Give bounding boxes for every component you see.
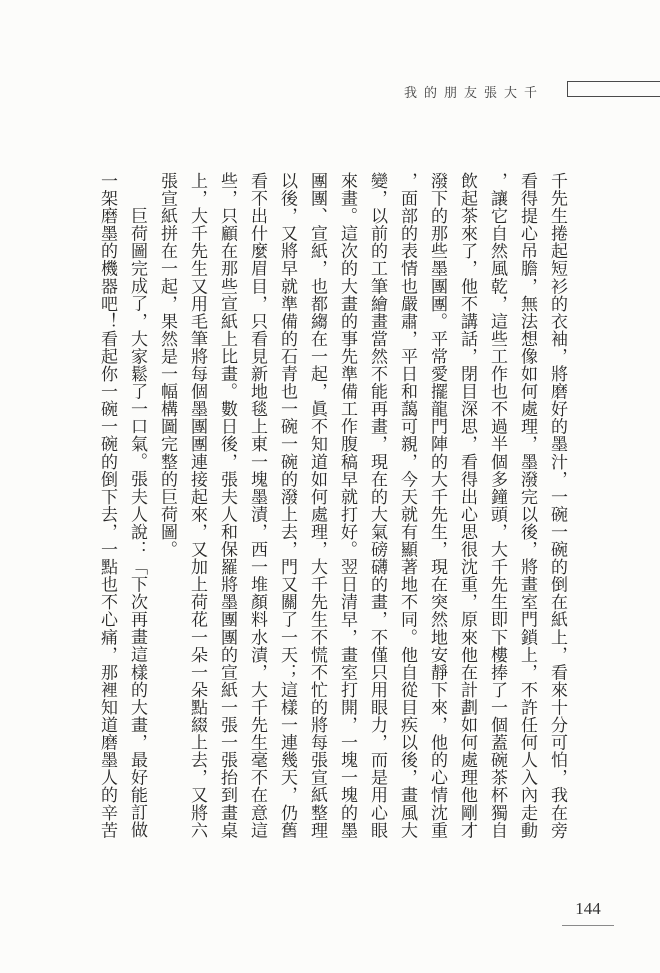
text-column-paragraph-start: 巨荷圖完成了，大家鬆了一口氣。張夫人說：「下次再畫這樣的大畫，最好能訂做	[128, 207, 147, 839]
text-column: 以後，又將早就準備的石青也一碗一碗的潑上去，門又關了一天；這樣一連幾天，仍舊	[278, 172, 297, 839]
text-column: 飲起茶來了，他不講話，閉目深思，看得出心思很沈重，原來他在計劃如何處理他剛才	[458, 172, 477, 839]
text-column: ，面部的表情也嚴肅，平日和藹可親，今天就有顯著地不同。他自從目疾以後，畫風大	[398, 172, 417, 839]
text-column: 上，大千先生又用毛筆將每個墨團團連接起來，又加上荷花一朵一朵點綴上去，又將六	[188, 172, 207, 839]
header-title: 我的朋友張大千	[404, 85, 545, 100]
body-text	[92, 172, 572, 842]
text-column: 看不出什麼眉目，只看見新地毯上東一塊墨漬，西一堆顏料水漬，大千先生毫不在意這	[248, 172, 267, 839]
header-decoration-box	[567, 81, 660, 97]
running-header	[0, 80, 660, 100]
text-column: 看得提心吊膽，無法想像如何處理，墨潑完以後，將畫室門鎖上，不許任何人入內走動	[518, 172, 537, 839]
text-column: 變，以前的工筆繪畫當然不能再畫，現在的大氣磅礴的畫，不僅只用眼力，而是用心眼	[368, 172, 387, 839]
text-column: 千先生捲起短衫的衣袖，將磨好的墨汁，一碗一碗的倒在紙上，看來十分可怕，我在旁	[548, 172, 567, 839]
text-column: 來畫。這次的大畫的事先準備工作腹稿早就打好。翌日清早，畫室打開，一塊一塊的墨	[338, 172, 357, 839]
text-column: 一架磨墨的機器吧！看起你一碗一碗的倒下去，一點也不心痛，那裡知道磨墨人的辛苦	[98, 172, 117, 839]
page-number: 144	[562, 899, 614, 926]
text-column: 潑下的那些墨團團。平常愛擺龍門陣的大千先生，現在突然地安靜下來，他的心情沈重	[428, 172, 447, 839]
text-column: 些，只顧在那些宣紙上比畫。數日後，張夫人和保羅將墨團團的宣紙一張一張抬到畫桌	[218, 172, 237, 839]
text-column: 團團、宣紙，也都縐在一起，眞不知道如何處理，大千先生不慌不忙的將每張宣紙整理	[308, 172, 327, 839]
text-column: 張宣紙拼在一起，果然是一幅構圖完整的巨荷圖。	[158, 172, 177, 559]
text-column: ，讓它自然風乾，這些工作也不過半個多鐘頭，大千先生即下樓捧了一個蓋碗茶杯獨自	[488, 172, 507, 839]
